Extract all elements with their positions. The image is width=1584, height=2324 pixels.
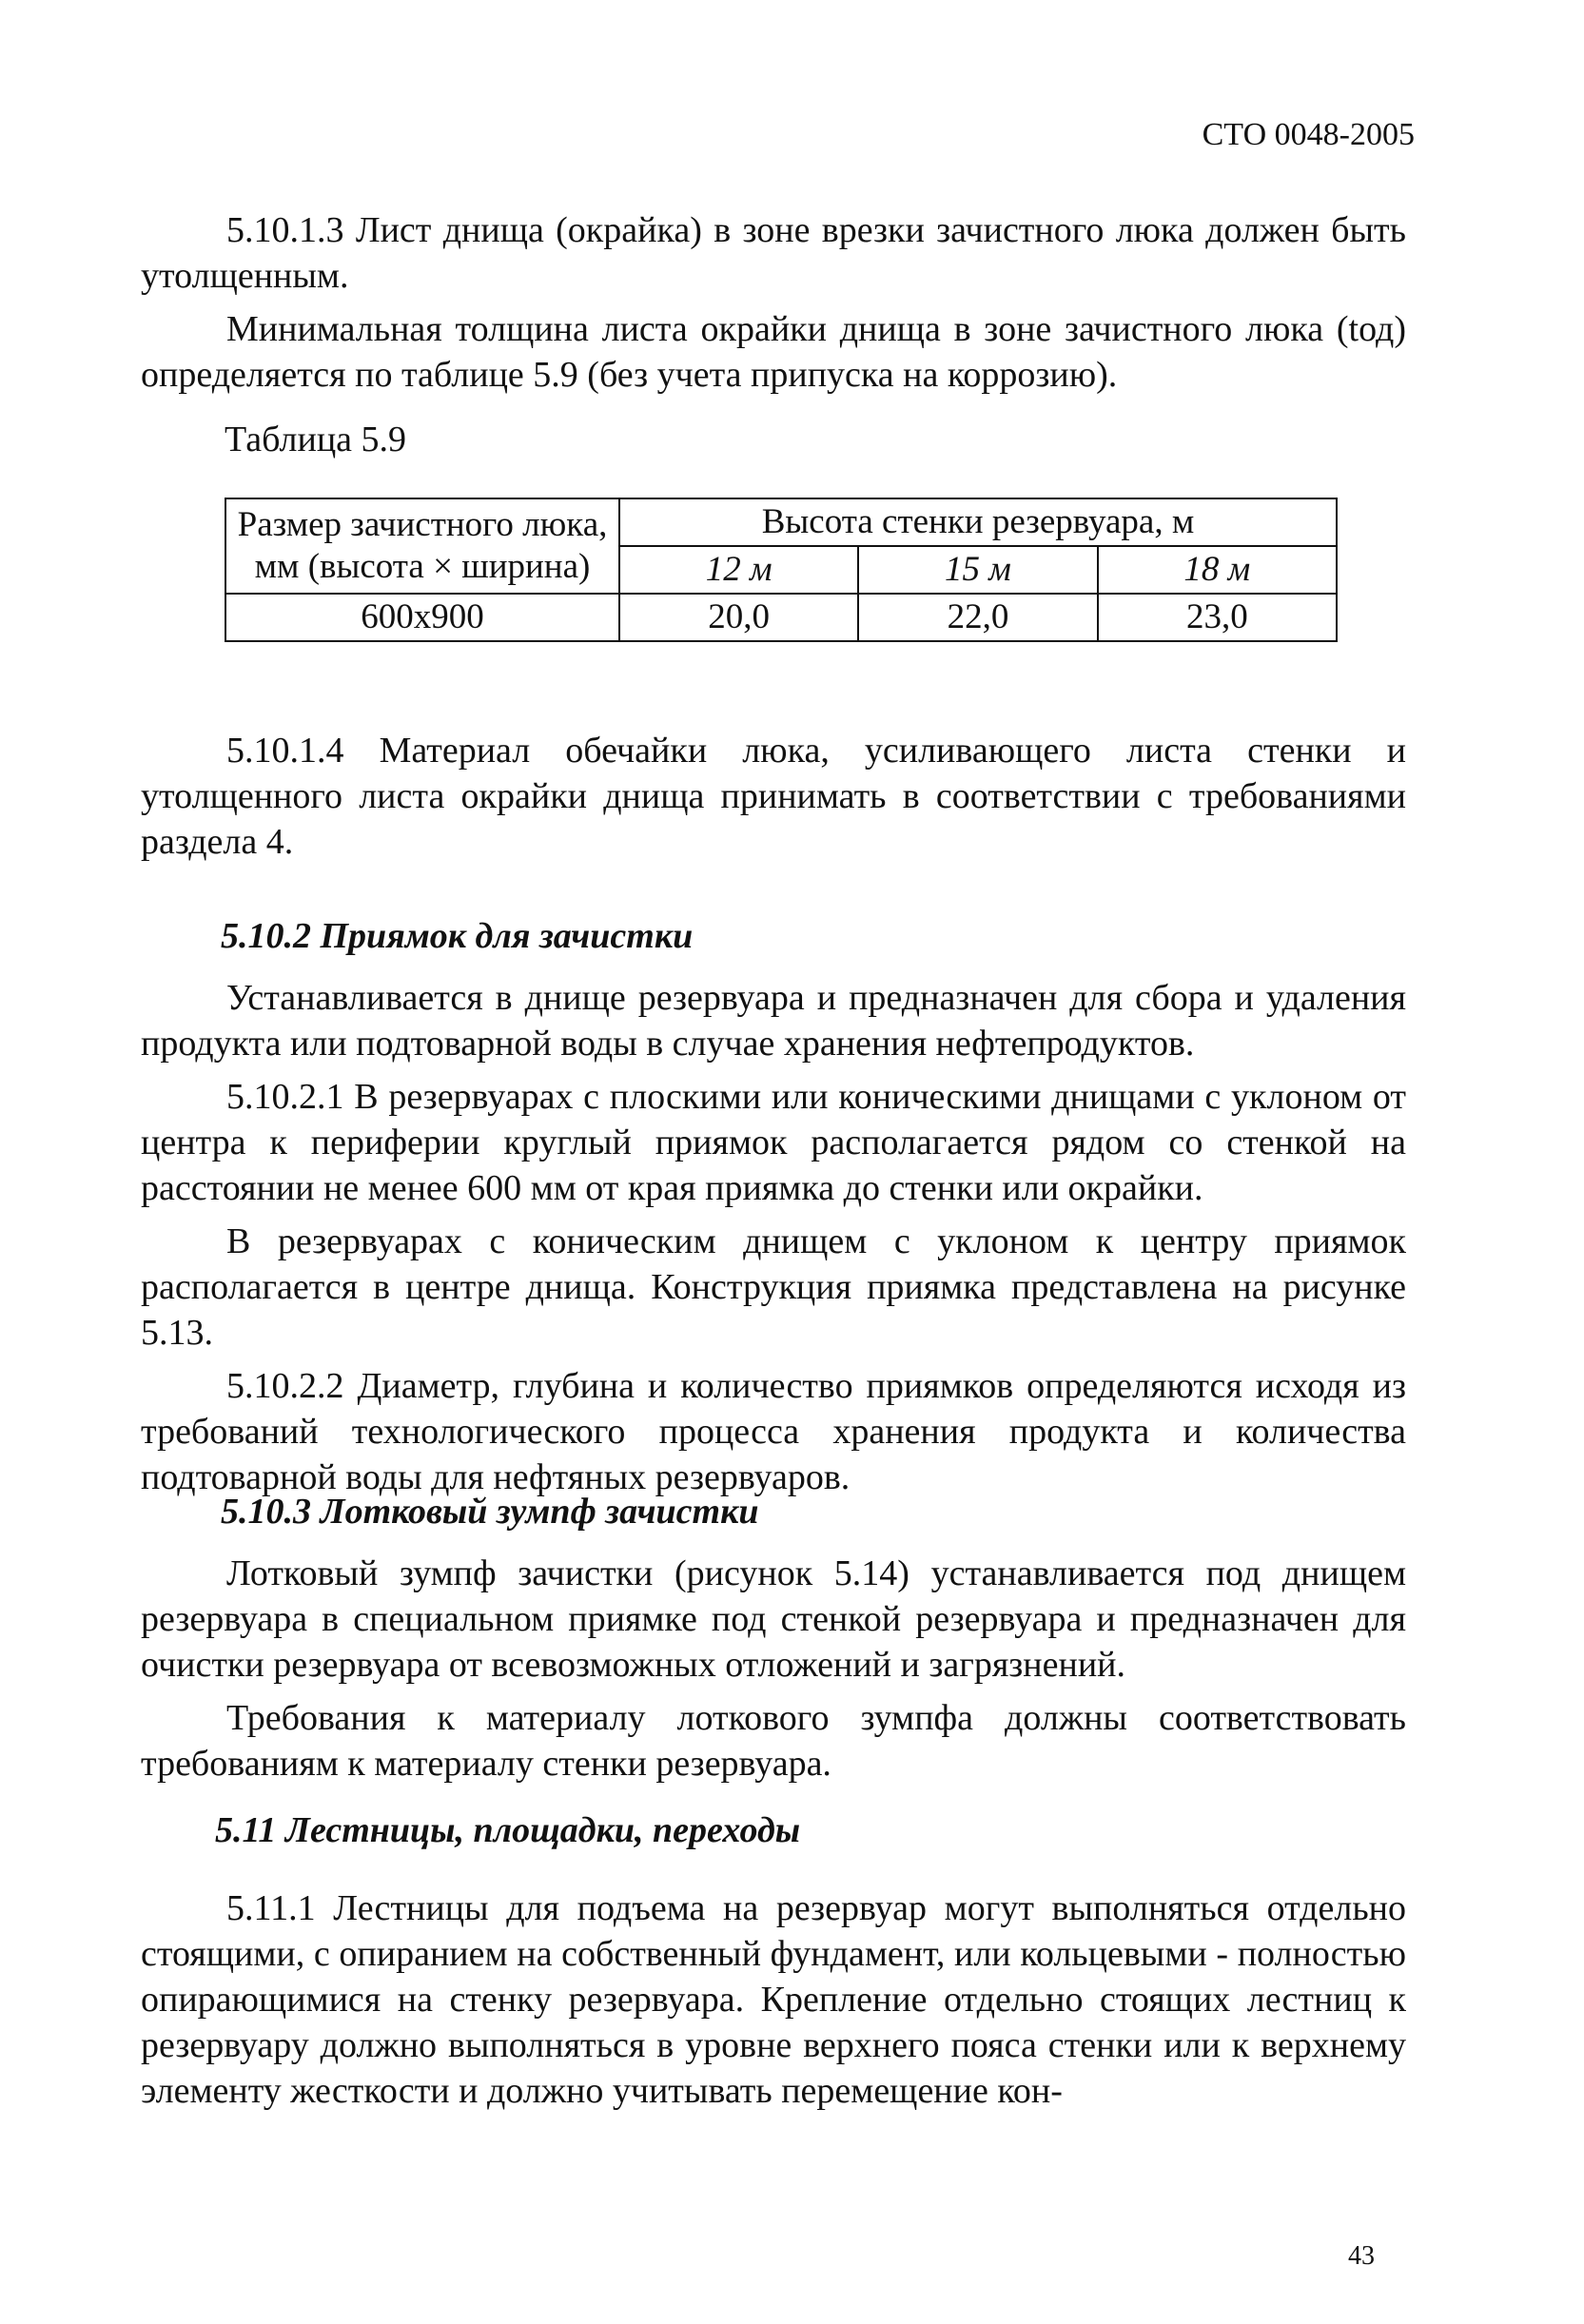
heading-5-10-3-block: [221, 1489, 1486, 1534]
section-5-10-3: [141, 1551, 1406, 1794]
table-subheader-15m: 15 м: [858, 546, 1097, 594]
heading-5-10-2: 5.10.2 Приямок для зачистки: [221, 916, 694, 956]
paragraph-pit-intro: Устанавливается в днище резервуара и предназначен для сбора и удаления продукта или подтоварной воды в случае хранения нефтепродуктов.: [141, 978, 1406, 1064]
table-5-9: [225, 498, 1338, 642]
section-5-10-1-4: [141, 728, 1406, 872]
table-col1-header: Размер зачистного люка, мм (высота × ширина): [225, 498, 619, 594]
paragraph-min-thickness: Минимальная толщина листа окрайки днища в зоне зачистного люка (tод) определяется по таблице 5.9 (без учета припуска на коррозию).: [141, 309, 1406, 395]
paragraph-5-10-2-1: 5.10.2.1 В резервуарах с плоскими или коническими днищами с уклоном от центра к периферии круглый приямок располагается рядом со стенкой на расстоянии не менее 600 мм от края приямка до стенки или окрайки.: [141, 1077, 1406, 1208]
heading-5-10-3: 5.10.3 Лотковый зумпф зачистки: [221, 1492, 759, 1532]
paragraph-sump-material: Требования к материалу лоткового зумпфа должны соответствовать требованиям к материалу стенки резервуара.: [141, 1698, 1406, 1784]
table-subheader-18m: 18 м: [1098, 546, 1337, 594]
paragraph-5-10-1-4: 5.10.1.4 Материал обечайки люка, усиливающего листа стенки и утолщенного листа окрайки днища принимать в соответствии с требованиями раздела 4.: [141, 731, 1406, 862]
table-row: [225, 594, 1337, 641]
table-caption-block: [225, 417, 1490, 462]
section-5-11-1: [141, 1885, 1406, 2121]
paragraph-5-10-2-2: 5.10.2.2 Диаметр, глубина и количество приямков определяются исходя из требований технологического процесса хранения продукта и количества подтоварной воды для нефтяных резервуаров.: [141, 1366, 1406, 1497]
table-group-header: Высота стенки резервуара, м: [619, 498, 1337, 546]
paragraph-5-10-1-3: 5.10.1.3 Лист днища (окрайка) в зоне врезки зачистного люка должен быть утолщенным.: [141, 210, 1406, 296]
table-cell-value: 20,0: [619, 594, 858, 641]
table-header-row: [225, 498, 1337, 546]
table-subheader-12m: 12 м: [619, 546, 858, 594]
section-5-10-2: [141, 975, 1406, 1508]
table-cell-value: 22,0: [858, 594, 1097, 641]
heading-5-11-block: [215, 1807, 1480, 1853]
paragraph-tray-sump: Лотковый зумпф зачистки (рисунок 5.14) устанавливается под днищем резервуара в специальном приямке под стенкой резервуара и предназначен для очистки резервуара от всевозможных отложений и загрязнений.: [141, 1553, 1406, 1685]
table-cell-size: 600x900: [225, 594, 619, 641]
paragraph-conical-bottom: В резервуарах с коническим днищем с уклоном к центру приямок располагается в центре днища. Конструкция приямка представлена на рисунке 5.13.: [141, 1221, 1406, 1353]
table-cell-value: 23,0: [1098, 594, 1337, 641]
paragraph-5-11-1: 5.11.1 Лестницы для подъема на резервуар могут выполняться отдельно стоящими, с опиранием на собственный фундамент, или кольцевыми - полностью опирающимися на стенку резервуара. Крепление отдельно стоящих лестниц к резервуару должно выполняться в уровне верхнего пояса стенки или к верхнему элементу жесткости и должно учитывать перемещение кон-: [141, 1888, 1406, 2111]
heading-5-10-2-block: [221, 913, 1486, 959]
section-5-10-1-3: [141, 207, 1406, 405]
document-code: СТО 0048-2005: [1202, 117, 1415, 152]
page-number: 43: [1348, 2241, 1375, 2271]
heading-5-11: 5.11 Лестницы, площадки, переходы: [215, 1810, 801, 1850]
table-caption: Таблица 5.9: [225, 420, 407, 459]
